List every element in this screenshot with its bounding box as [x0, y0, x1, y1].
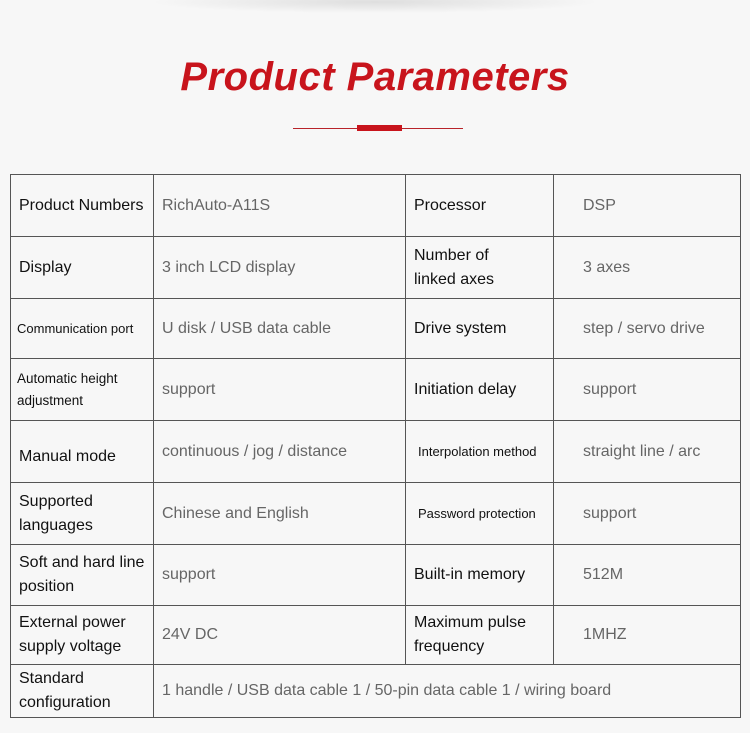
param-label: Interpolation method: [406, 421, 554, 483]
param-label: Automatic height adjustment: [11, 359, 154, 421]
param-label: Number of linked axes: [406, 237, 554, 299]
table-row: [11, 359, 741, 421]
param-label: Display: [11, 237, 154, 299]
param-value: 3 axes: [554, 237, 741, 299]
param-label: Processor: [406, 175, 554, 237]
param-label: Drive system: [406, 299, 554, 359]
param-label: External power supply voltage: [11, 606, 154, 665]
table-row: [11, 665, 741, 718]
param-label: Password protection: [406, 483, 554, 545]
param-value: 1MHZ: [554, 606, 741, 665]
top-shadow: [0, 0, 750, 26]
table-row: [11, 237, 741, 299]
param-value: support: [154, 545, 406, 606]
table-row: [11, 299, 741, 359]
param-value: support: [154, 359, 406, 421]
table-row: [11, 483, 741, 545]
param-value: U disk / USB data cable: [154, 299, 406, 359]
table-row: [11, 545, 741, 606]
param-label: Maximum pulse frequency: [406, 606, 554, 665]
param-value: support: [554, 483, 741, 545]
parameters-table: [10, 174, 741, 718]
param-value: DSP: [554, 175, 741, 237]
page-title: Product Parameters: [180, 55, 570, 99]
param-label: Supported languages: [11, 483, 154, 545]
table-row: [11, 606, 741, 665]
param-value: 512M: [554, 545, 741, 606]
param-label: Initiation delay: [406, 359, 554, 421]
param-label: Standard configuration: [11, 665, 154, 718]
param-label: Built-in memory: [406, 545, 554, 606]
title-divider-accent: [357, 125, 402, 131]
param-value: step / servo drive: [554, 299, 741, 359]
table-row: [11, 175, 741, 237]
param-value: RichAuto-A11S: [154, 175, 406, 237]
param-value: Chinese and English: [154, 483, 406, 545]
param-value: support: [554, 359, 741, 421]
param-label: Product Numbers: [11, 175, 154, 237]
param-value: straight line / arc: [554, 421, 741, 483]
param-label: Manual mode: [11, 421, 154, 483]
param-value: 24V DC: [154, 606, 406, 665]
param-label: Communication port: [11, 299, 154, 359]
table-row: [11, 421, 741, 483]
param-label: Soft and hard line position: [11, 545, 154, 606]
param-value: 1 handle / USB data cable 1 / 50-pin data cable 1 / wiring board: [154, 665, 741, 718]
param-value: continuous / jog / distance: [154, 421, 406, 483]
param-value: 3 inch LCD display: [154, 237, 406, 299]
